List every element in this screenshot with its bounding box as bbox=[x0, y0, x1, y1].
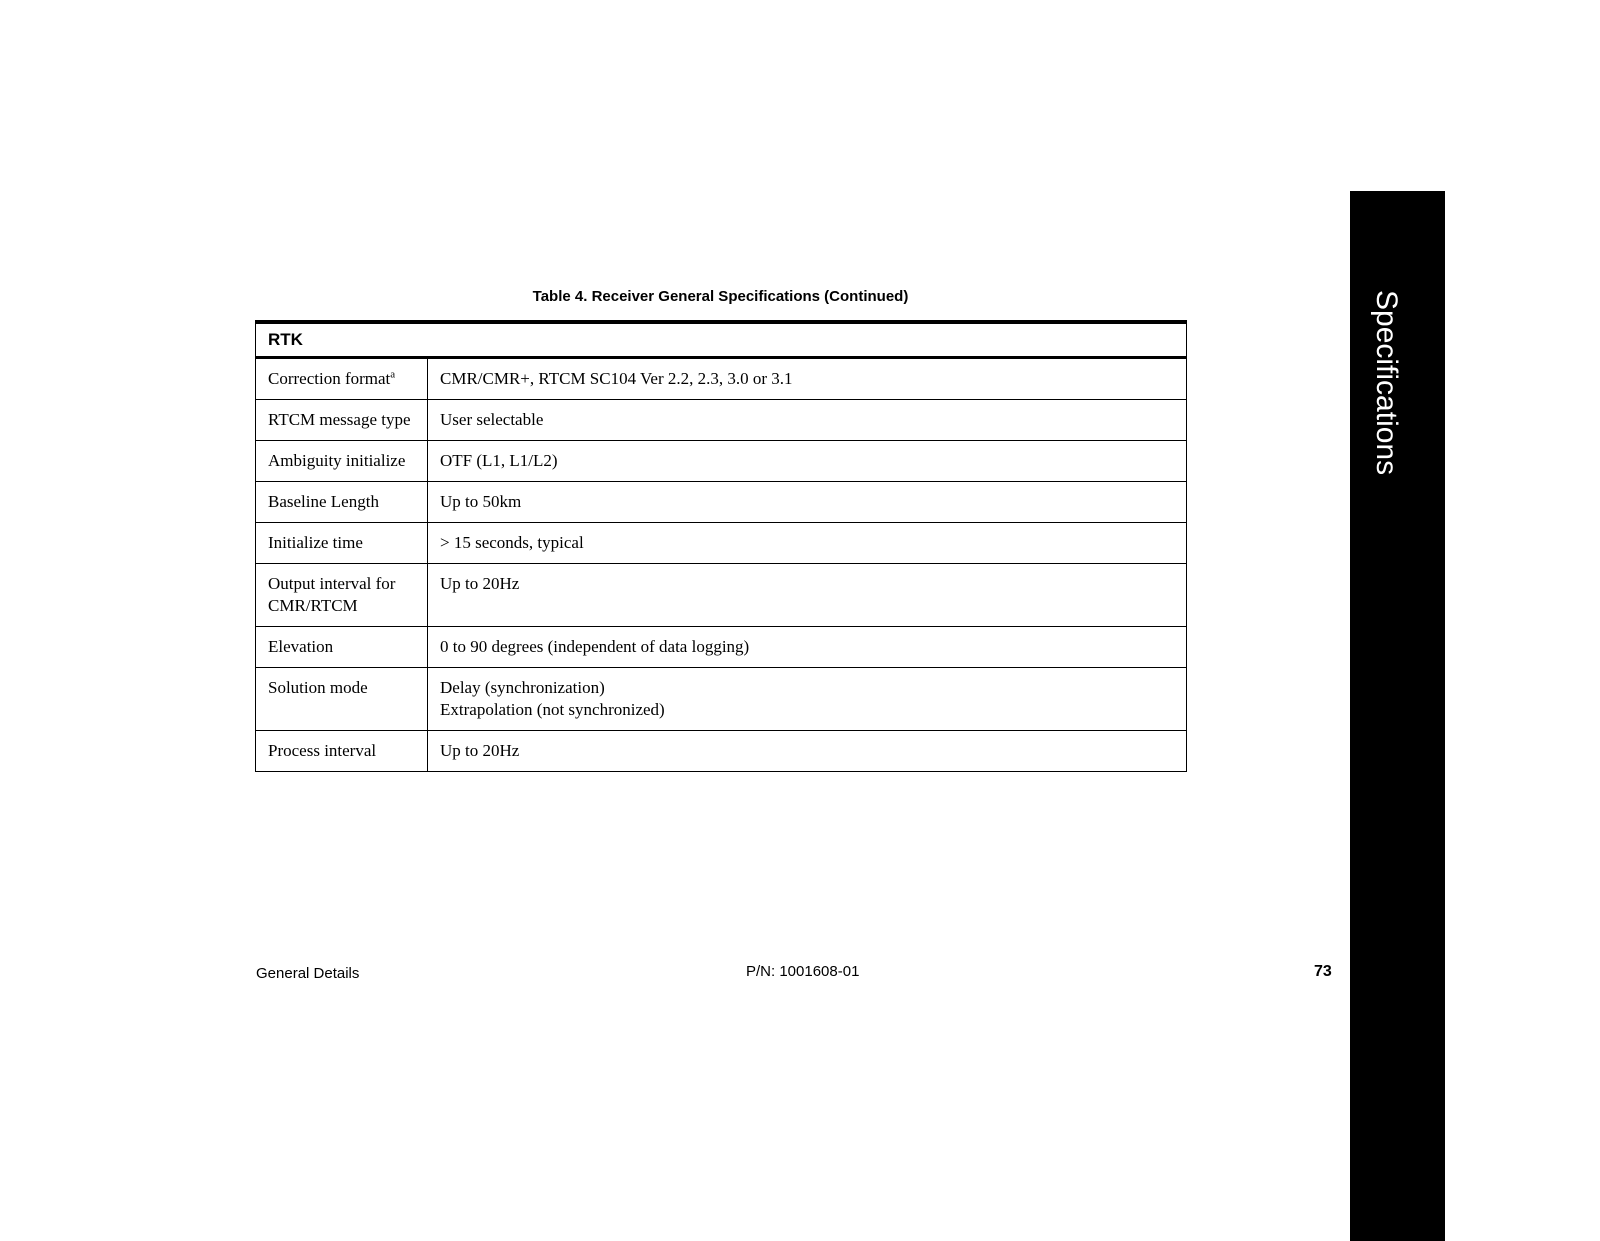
spec-value-cell bbox=[428, 564, 1187, 627]
spec-label-cell bbox=[256, 482, 428, 523]
page-number: 73 bbox=[1314, 963, 1332, 980]
table-row bbox=[256, 358, 1187, 400]
spec-value: User selectable bbox=[440, 410, 544, 429]
table-row bbox=[256, 668, 1187, 731]
spec-label: Process interval bbox=[268, 741, 377, 760]
spec-value-cell bbox=[428, 400, 1187, 441]
spec-value-cell bbox=[428, 627, 1187, 668]
spec-value-cell bbox=[428, 441, 1187, 482]
table-row bbox=[256, 564, 1187, 627]
table-row bbox=[256, 400, 1187, 441]
spec-value: > 15 seconds, typical bbox=[440, 533, 584, 552]
footer-section-title: General Details bbox=[256, 965, 360, 982]
spec-value: Up to 50km bbox=[440, 492, 522, 511]
spec-value: Extrapolation (not synchronized) bbox=[440, 700, 665, 719]
footer-part-number: P/N: 1001608-01 bbox=[746, 963, 860, 980]
spec-label: RTCM message type bbox=[268, 410, 411, 429]
spec-label-cell bbox=[256, 668, 428, 731]
spec-value: CMR/CMR+, RTCM SC104 Ver 2.2, 2.3, 3.0 or 3.1 bbox=[440, 369, 793, 388]
table-row bbox=[256, 482, 1187, 523]
spec-label-cell bbox=[256, 564, 428, 627]
table-row bbox=[256, 731, 1187, 772]
spec-value: Up to 20Hz bbox=[440, 741, 520, 760]
spec-label-cell bbox=[256, 731, 428, 772]
spec-label: Baseline Length bbox=[268, 492, 379, 511]
table-row bbox=[256, 441, 1187, 482]
section-header-row bbox=[256, 322, 1187, 358]
spec-value: OTF (L1, L1/L2) bbox=[440, 451, 558, 470]
side-tab-label: Specifications bbox=[1370, 290, 1403, 476]
spec-value: 0 to 90 degrees (independent of data logging) bbox=[440, 637, 750, 656]
spec-label: Ambiguity initialize bbox=[268, 451, 406, 470]
spec-table bbox=[255, 320, 1187, 772]
table-row bbox=[256, 627, 1187, 668]
spec-label: Solution mode bbox=[268, 678, 368, 697]
spec-value-cell bbox=[428, 731, 1187, 772]
spec-value-cell bbox=[428, 482, 1187, 523]
spec-value-cell bbox=[428, 523, 1187, 564]
spec-value-cell bbox=[428, 668, 1187, 731]
spec-value: Up to 20Hz bbox=[440, 574, 520, 593]
spec-label-cell bbox=[256, 523, 428, 564]
spec-label: Output interval for CMR/RTCM bbox=[268, 574, 396, 615]
spec-value: Delay (synchronization) bbox=[440, 678, 605, 697]
table-caption: Table 4. Receiver General Specifications (Continued) bbox=[532, 288, 909, 305]
spec-label-cell bbox=[256, 627, 428, 668]
spec-value-cell bbox=[428, 358, 1187, 400]
spec-label: Initialize time bbox=[268, 533, 363, 552]
table-row bbox=[256, 523, 1187, 564]
spec-label: Elevation bbox=[268, 637, 334, 656]
spec-label-cell bbox=[256, 400, 428, 441]
spec-table-body bbox=[256, 358, 1187, 772]
section-header: RTK bbox=[256, 322, 1187, 358]
footnote-marker: a bbox=[390, 368, 396, 381]
spec-label: Correction format bbox=[268, 369, 391, 388]
spec-label-cell bbox=[256, 441, 428, 482]
spec-label-cell bbox=[256, 358, 428, 400]
